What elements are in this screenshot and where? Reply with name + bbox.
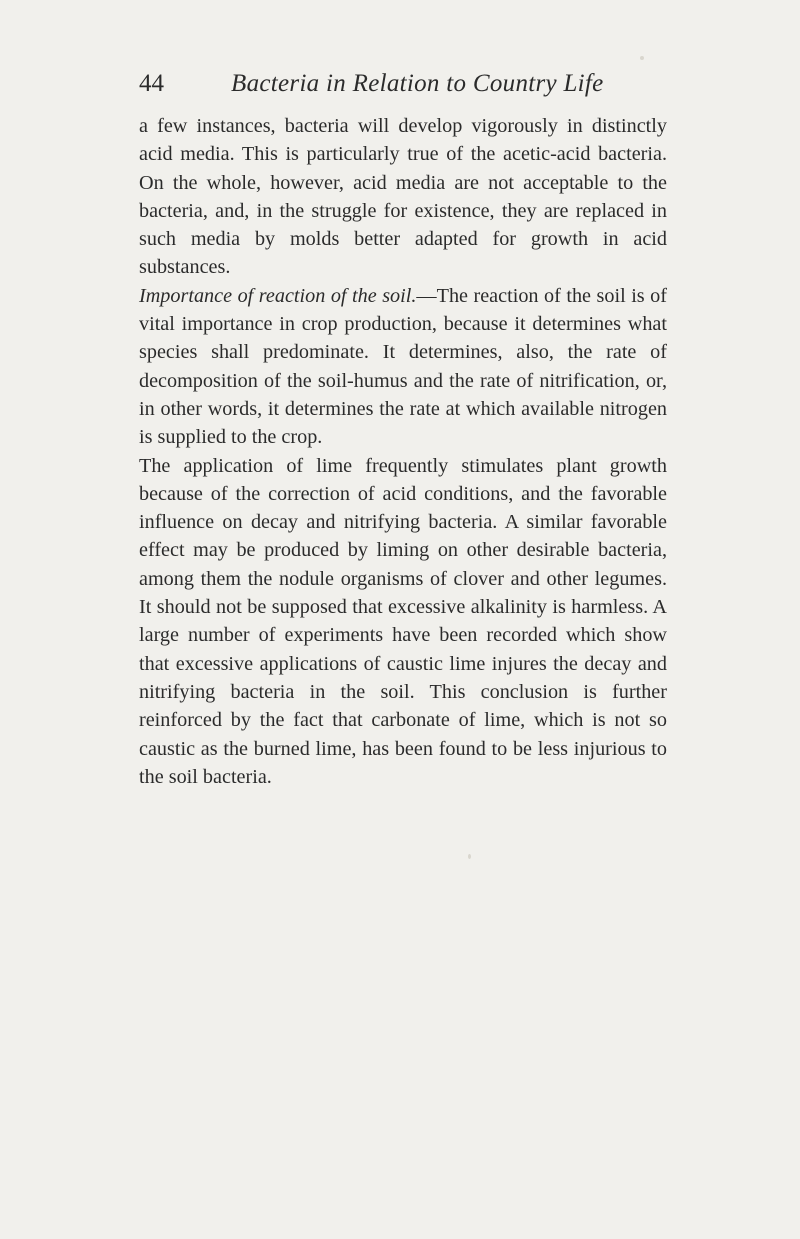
paragraph-2 bbox=[139, 282, 667, 452]
paragraph-3: The application of lime frequently stimulates plant growth because of the correction of acid conditions, and the favorable influence on decay and nitrifying bacteria. A similar favorable effect may be produced by liming on other desirable bacteria, among them the nodule organisms of clover and other legumes. It should not be supposed that excessive alkalinity is harmless. A large number of experiments have been recorded which show that excessive applications of caustic lime injures the decay and nitrifying bacteria in the soil. This conclusion is further reinforced by the fact that carbonate of lime, which is not so caustic as the burned lime, has been found to be less injurious to the soil bacteria. bbox=[139, 454, 667, 788]
paragraph-2-heading: Importance of reaction of the soil. bbox=[139, 284, 417, 307]
page-number: 44 bbox=[139, 70, 164, 97]
body-text bbox=[139, 112, 667, 791]
paper-blemish bbox=[468, 854, 471, 859]
paragraph-2-text: —The reaction of the soil is of vital importance in crop production, because it determines what species shall predominate. It determines, also, the rate of decomposition of the soil-humus and the rate of nitrification, or, in other words, it determines the rate at which available nitrogen is supplied to the crop. bbox=[139, 284, 667, 449]
paper-blemish bbox=[640, 56, 644, 60]
running-head bbox=[139, 66, 659, 102]
running-title: Bacteria in Relation to Country Life bbox=[231, 70, 604, 97]
paragraph-1: a few instances, bacteria will develop vigorously in distinctly acid media. This is particularly true of the acetic-acid bacteria. On the whole, however, acid media are not acceptable to the bacteria, and, in the struggle for existence, they are replaced in such media by molds better adapted for growth in acid substances. bbox=[139, 115, 667, 279]
